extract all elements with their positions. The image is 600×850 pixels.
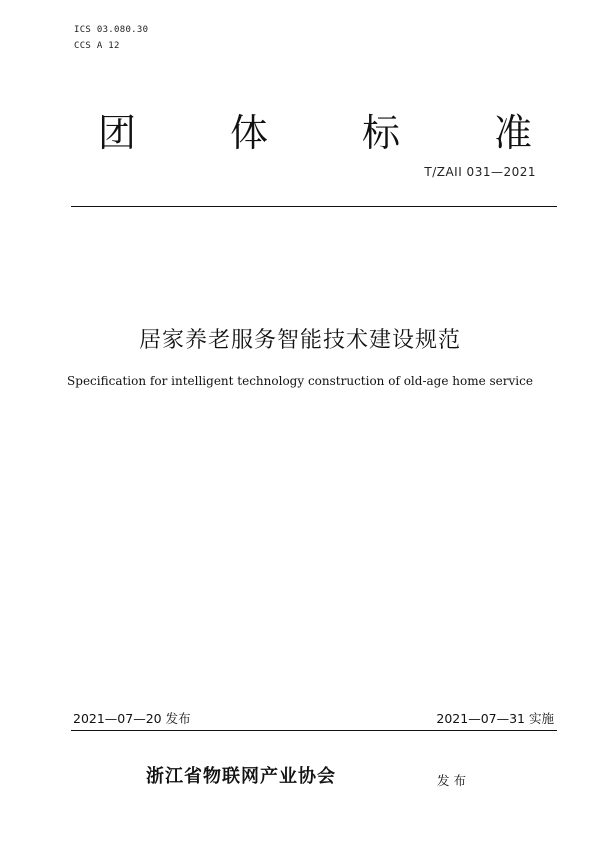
ics-code: ICS 03.080.30: [74, 25, 149, 35]
document-title-english: Specification for intelligent technology construction of old-age home service: [67, 374, 533, 388]
document-title-chinese: 居家养老服务智能技术建设规范: [138, 328, 461, 353]
standard-type-char: 体: [229, 111, 268, 155]
standard-type-char: 准: [493, 111, 532, 155]
implementation-date: 2021—07—31 实施: [436, 711, 554, 726]
standard-number: T/ZAII 031—2021: [424, 165, 536, 179]
bottom-divider: [71, 730, 557, 731]
standard-type-char: 标: [361, 111, 400, 155]
top-divider: [71, 206, 557, 207]
standard-type-title: [98, 111, 532, 155]
standard-type-char: 团: [98, 111, 137, 155]
publish-label: 发布: [437, 773, 471, 788]
ccs-code: CCS A 12: [74, 41, 120, 51]
issue-date: 2021—07—20 发布: [73, 711, 191, 726]
publisher-name: 浙江省物联网产业协会: [146, 766, 336, 787]
